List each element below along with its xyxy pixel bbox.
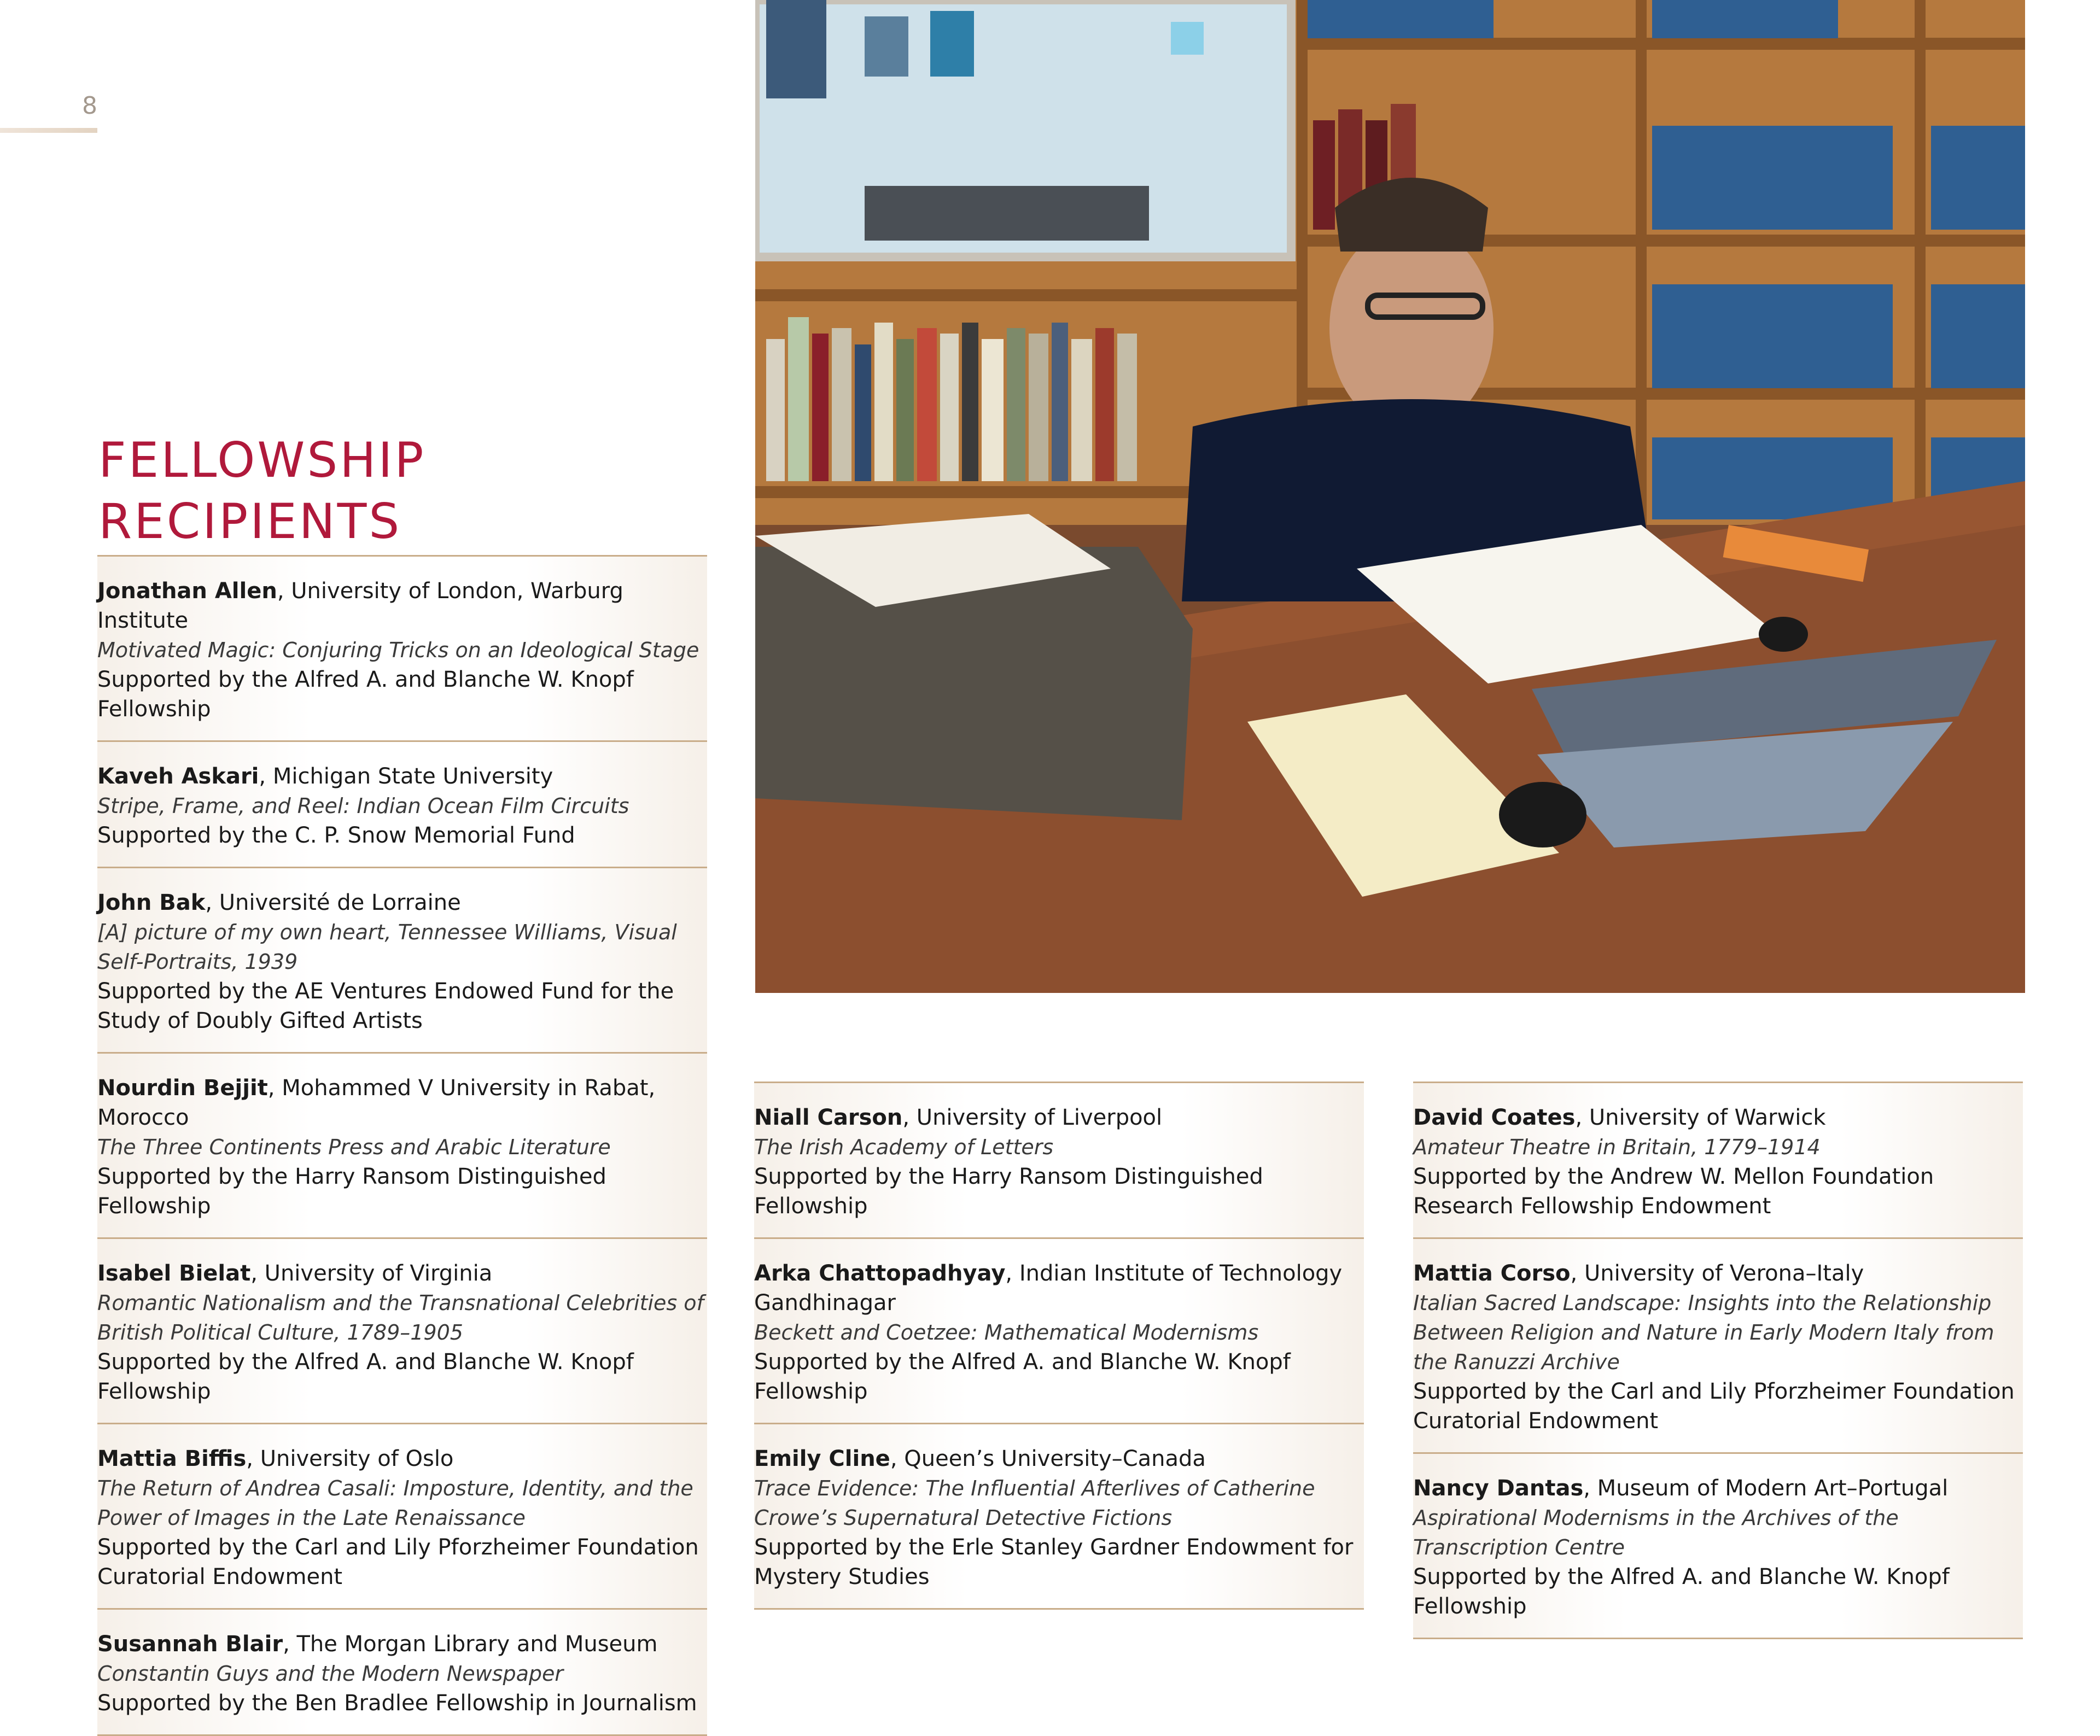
- recipient-entry: [97, 1608, 707, 1736]
- project-title: Trace Evidence: The Influential Afterlives of Catherine Crowe’s Supernatural Detective Fictions: [754, 1476, 1315, 1530]
- project-title: The Three Continents Press and Arabic Literature: [97, 1135, 611, 1159]
- funding-source: Supported by the Carl and Lily Pforzheimer Foundation Curatorial Endowment: [1413, 1379, 2015, 1434]
- recipient-entry: [1413, 1082, 2023, 1237]
- recipient-entry: [754, 1082, 1364, 1237]
- recipient-name: Nourdin Bejjit: [97, 1075, 268, 1101]
- recipient-entry: [97, 867, 707, 1052]
- recipient-name: John Bak: [97, 890, 206, 915]
- project-title: The Irish Academy of Letters: [754, 1135, 1054, 1159]
- page-number-rule: [0, 128, 97, 133]
- funding-source: Supported by the Erle Stanley Gardner Endowment for Mystery Studies: [754, 1535, 1354, 1589]
- funding-source: Supported by the Carl and Lily Pforzheimer Foundation Curatorial Endowment: [97, 1535, 699, 1589]
- project-title: Beckett and Coetzee: Mathematical Modernisms: [754, 1320, 1259, 1345]
- recipient-affiliation: , Indian Institute of Technology Gandhinagar: [754, 1261, 1343, 1316]
- recipient-entry: [754, 1423, 1364, 1610]
- recipient-affiliation: , Museum of Modern Art–Portugal: [1583, 1476, 1949, 1501]
- recipients-column-1: [97, 555, 707, 1736]
- funding-source: Supported by the Harry Ransom Distinguished Fellowship: [754, 1164, 1263, 1219]
- recipient-entry: [1413, 1237, 2023, 1452]
- page-title: [98, 430, 425, 552]
- recipient-name: Niall Carson: [754, 1105, 903, 1130]
- recipient-entry: [97, 555, 707, 740]
- recipient-name: Susannah Blair: [97, 1632, 283, 1657]
- project-title: [A] picture of my own heart, Tennessee Williams, Visual Self-Portraits, 1939: [97, 920, 677, 974]
- recipient-name: Mattia Biffis: [97, 1446, 247, 1471]
- recipient-name: Jonathan Allen: [97, 578, 277, 604]
- project-title: Italian Sacred Landscape: Insights into the Relationship Between Religion and Nature in Early Modern Italy from the Ranuzzi Archive: [1413, 1291, 1994, 1374]
- funding-source: Supported by the Alfred A. and Blanche W. Knopf Fellowship: [97, 1349, 634, 1404]
- recipients-column-3: [1413, 1082, 2023, 1639]
- project-title: The Return of Andrea Casali: Imposture, Identity, and the Power of Images in the Late Renaissance: [97, 1476, 693, 1530]
- recipient-affiliation: , University of Virginia: [250, 1261, 493, 1286]
- project-title: Motivated Magic: Conjuring Tricks on an Ideological Stage: [97, 638, 699, 662]
- recipient-affiliation: , University of Warwick: [1575, 1105, 1826, 1130]
- project-title: Romantic Nationalism and the Transnational Celebrities of British Political Culture, 1789–1905: [97, 1291, 704, 1345]
- funding-source: Supported by the Ben Bradlee Fellowship in Journalism: [97, 1691, 697, 1716]
- project-title: Stripe, Frame, and Reel: Indian Ocean Film Circuits: [97, 794, 629, 818]
- reading-room-illustration: [755, 0, 2025, 993]
- recipient-affiliation: , Université de Lorraine: [205, 890, 461, 915]
- recipient-name: Arka Chattopadhyay: [754, 1261, 1006, 1286]
- recipient-name: Nancy Dantas: [1413, 1476, 1584, 1501]
- recipient-entry: [97, 1052, 707, 1237]
- recipient-entry: [97, 1423, 707, 1608]
- project-title: Amateur Theatre in Britain, 1779–1914: [1413, 1135, 1821, 1159]
- recipient-name: David Coates: [1413, 1105, 1576, 1130]
- recipient-affiliation: , Queen’s University–Canada: [890, 1446, 1206, 1471]
- recipient-affiliation: , University of Verona–Italy: [1570, 1261, 1864, 1286]
- project-title: Constantin Guys and the Modern Newspaper: [97, 1662, 563, 1686]
- recipient-name: Kaveh Askari: [97, 764, 259, 789]
- funding-source: Supported by the Alfred A. and Blanche W. Knopf Fellowship: [754, 1349, 1291, 1404]
- page-title-line-2: RECIPIENTS: [98, 493, 402, 550]
- project-title: Aspirational Modernisms in the Archives of the Transcription Centre: [1413, 1506, 1899, 1559]
- funding-source: Supported by the Alfred A. and Blanche W. Knopf Fellowship: [97, 667, 634, 722]
- recipient-affiliation: , Michigan State University: [259, 764, 553, 789]
- funding-source: Supported by the Andrew W. Mellon Foundation Research Fellowship Endowment: [1413, 1164, 1934, 1219]
- reading-room-photo: [755, 0, 2025, 993]
- recipient-affiliation: , The Morgan Library and Museum: [283, 1632, 658, 1657]
- recipient-name: Mattia Corso: [1413, 1261, 1571, 1286]
- recipient-entry: [97, 740, 707, 867]
- funding-source: Supported by the C. P. Snow Memorial Fund: [97, 823, 575, 848]
- recipients-column-2: [754, 1082, 1364, 1610]
- recipient-affiliation: , Mohammed V University in Rabat, Morocco: [97, 1075, 656, 1130]
- recipient-name: Emily Cline: [754, 1446, 890, 1471]
- recipient-entry: [97, 1237, 707, 1423]
- funding-source: Supported by the Harry Ransom Distinguished Fellowship: [97, 1164, 606, 1219]
- funding-source: Supported by the AE Ventures Endowed Fund for the Study of Doubly Gifted Artists: [97, 979, 674, 1033]
- page-title-line-1: FELLOWSHIP: [98, 432, 426, 488]
- page-number: 8: [82, 92, 97, 120]
- funding-source: Supported by the Alfred A. and Blanche W. Knopf Fellowship: [1413, 1564, 1950, 1619]
- recipient-name: Isabel Bielat: [97, 1261, 251, 1286]
- recipient-affiliation: , University of Oslo: [246, 1446, 454, 1471]
- recipient-entry: [754, 1237, 1364, 1423]
- recipient-entry: [1413, 1452, 2023, 1639]
- recipient-affiliation: , University of London, Warburg Institute: [97, 578, 623, 633]
- recipient-affiliation: , University of Liverpool: [902, 1105, 1163, 1130]
